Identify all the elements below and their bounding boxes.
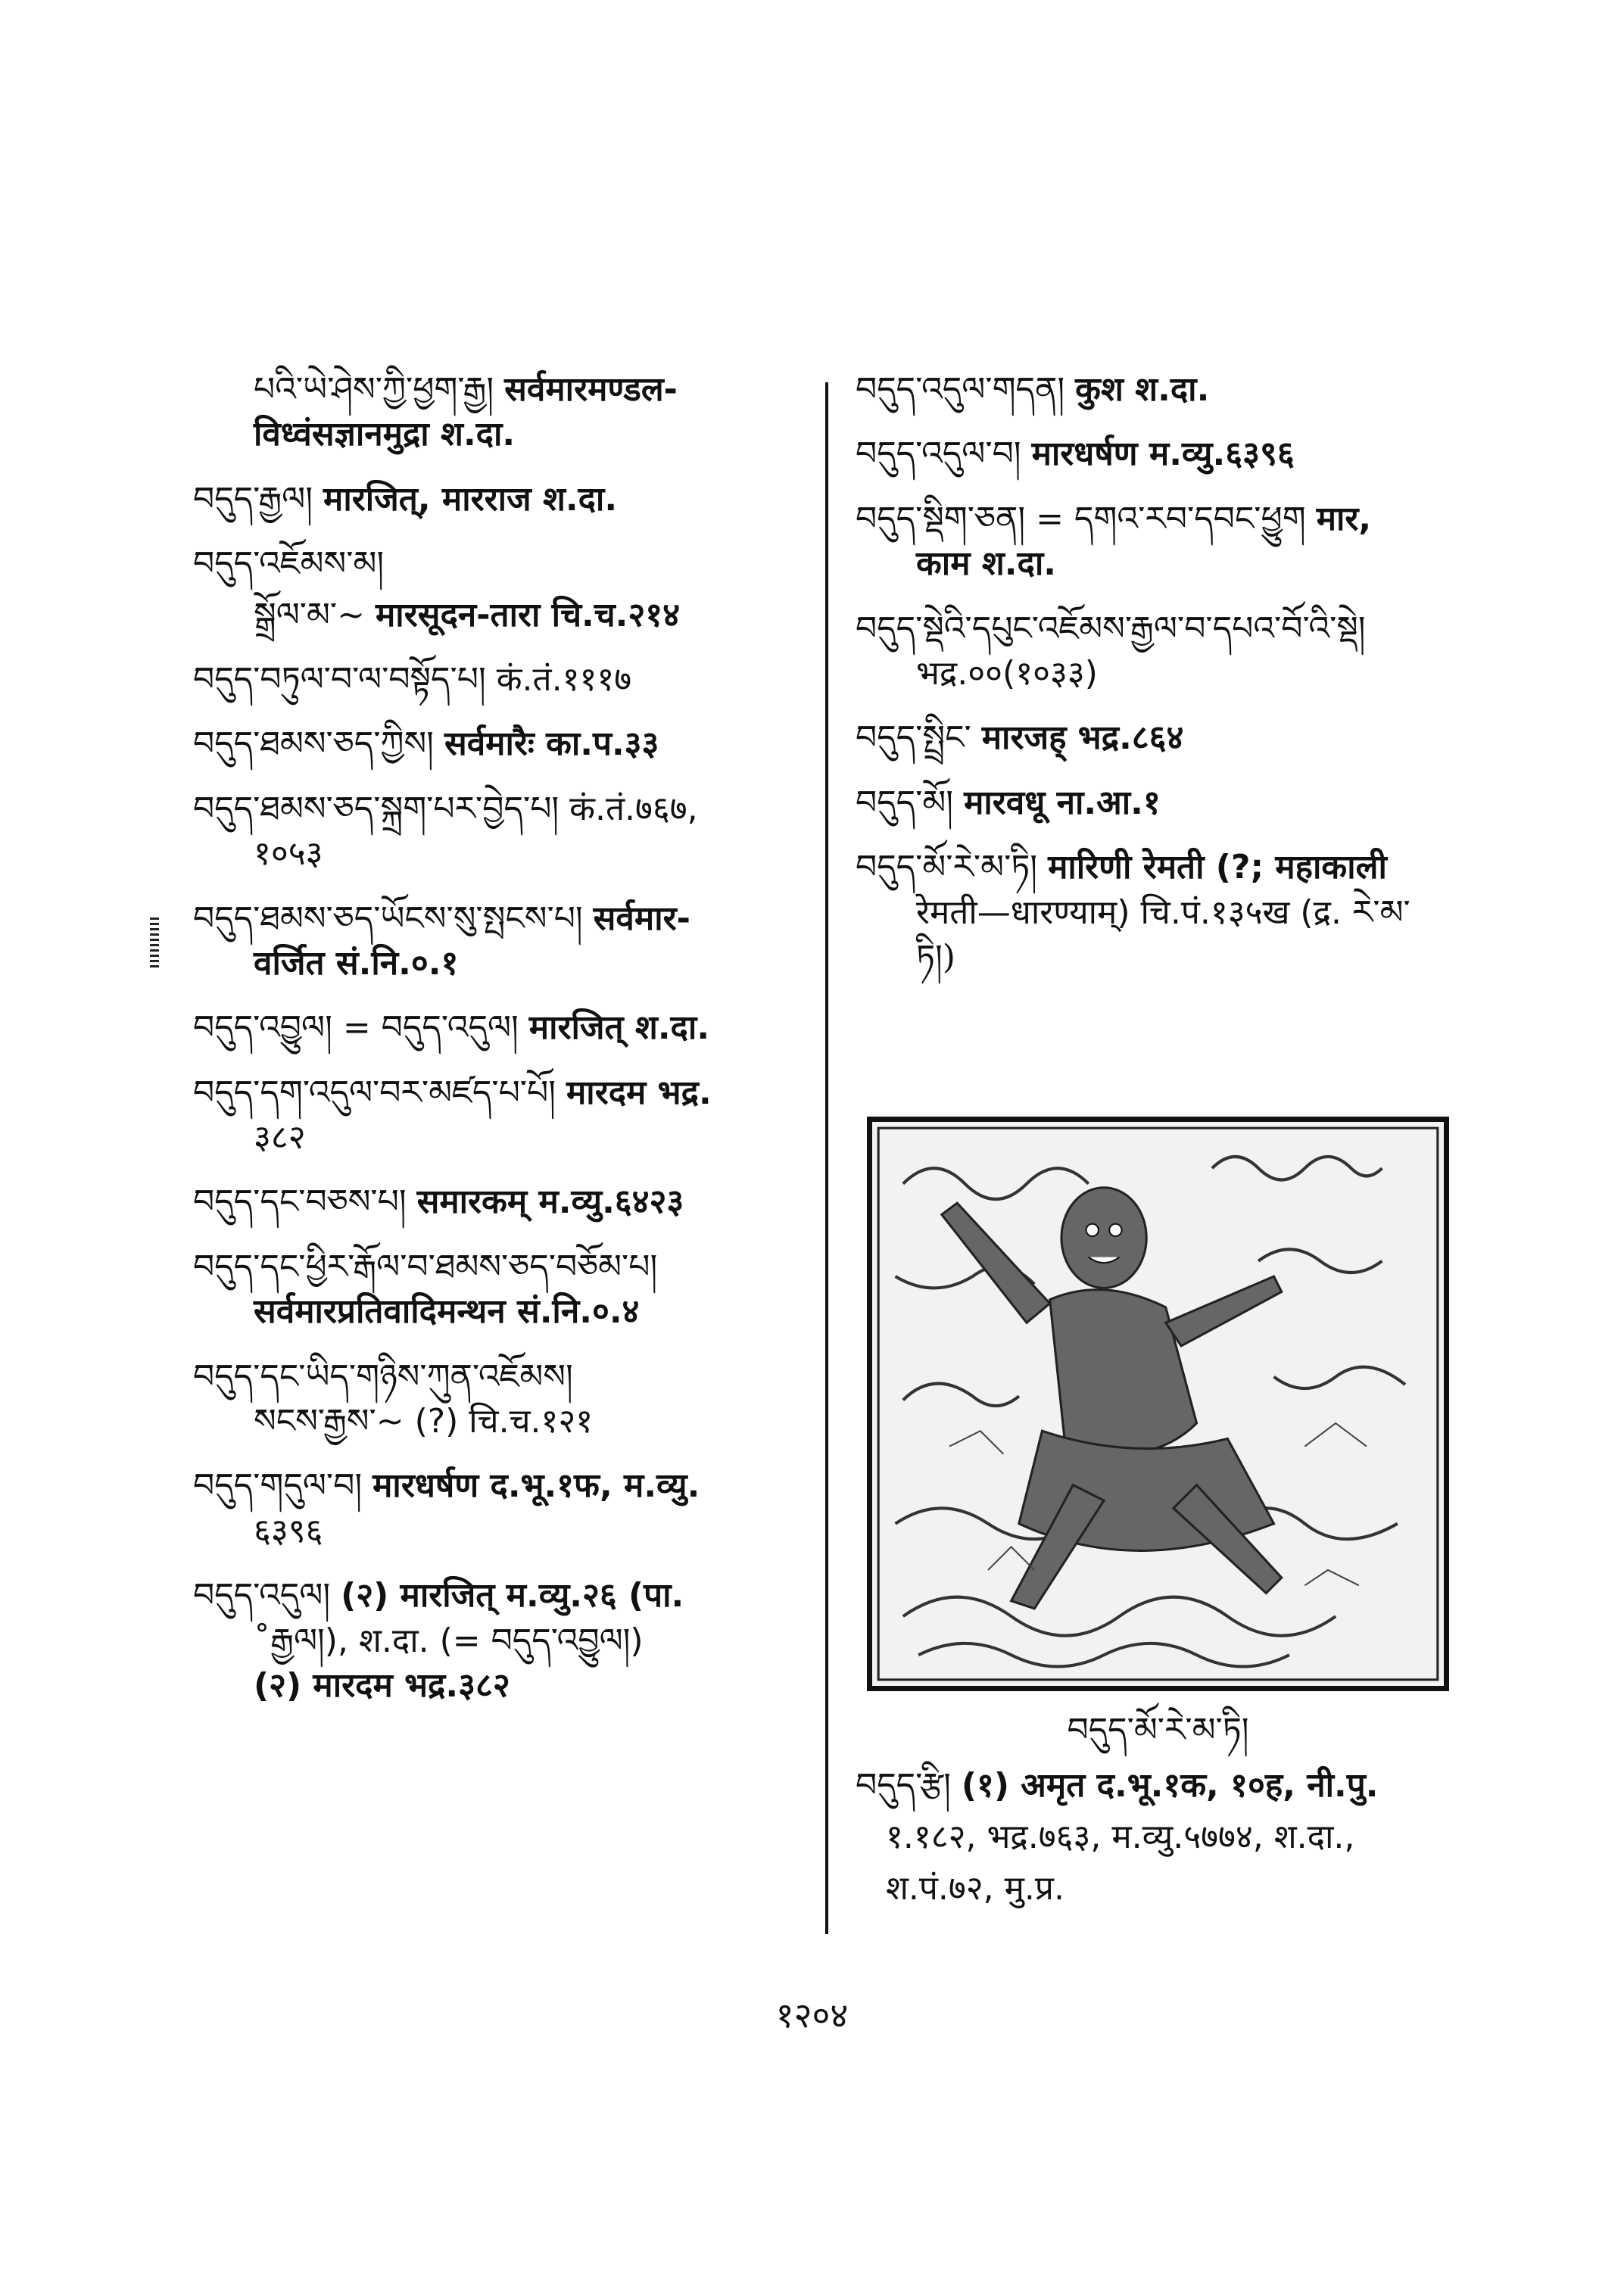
column-divider: [825, 382, 828, 1934]
sanskrit-definition: मारदम भद्र.: [566, 1073, 712, 1112]
dictionary-entry: [193, 541, 810, 586]
figure-caption: བདུད་མོ་རེ་མ་ཏི།: [1067, 1711, 1249, 1749]
sanskrit-definition: मारधर्षण म.व्यु.६३९६: [1031, 435, 1295, 474]
dictionary-entry: [856, 497, 1484, 587]
tibetan-term: བདུད་དང་བཅས་པ།: [193, 1182, 407, 1222]
tibetan-term: བདུད་སྡིག་ཅན། = དགའ་རབ་དབང་ཕྱུག: [856, 499, 1306, 538]
entry-continuation: श.पं.७२, मु.प्र.: [886, 1869, 1064, 1908]
tibetan-term: བདུད་འཇོམས་མ།: [193, 544, 385, 584]
dictionary-entry: [193, 593, 810, 637]
entry-continuation: ३८२: [254, 1118, 306, 1157]
sanskrit-definition: (१) अमृत द.भू.१क, १०ह, नी.पु.: [961, 1766, 1379, 1805]
dictionary-entry: [193, 721, 810, 766]
sanskrit-definition: सर्वमारैः का.प.३३: [444, 724, 659, 764]
sanskrit-definition: मारजित् श.दा.: [528, 1008, 710, 1048]
dictionary-entry: [193, 1005, 810, 1050]
dictionary-entry: [856, 606, 1484, 696]
sanskrit-definition: सर्वमारमण्डल-: [504, 370, 678, 409]
sanskrit-definition: (२) मारजित् म.व्यु.२६ (पा.: [341, 1576, 684, 1615]
tibetan-term: པའི་ཡེ་ཤེས་ཀྱི་ཕྱག་རྒྱ།: [254, 370, 494, 409]
dictionary-entry: [193, 477, 810, 522]
sanskrit-definition: मारिणी रेमती (?; महाकाली: [1048, 848, 1387, 887]
entry-continuation: སངས་རྒྱས་~ (?) चि.च.१२१: [254, 1402, 594, 1441]
tibetan-term: བདུད་མོ་རེ་མ་ཏི།: [856, 848, 1038, 887]
entry-continuation: ६३९६: [254, 1511, 323, 1550]
tibetan-term: བདུད་དང་ཕྱིར་རྒོལ་བ་ཐམས་ཅད་བཅོམ་པ།: [193, 1247, 658, 1286]
dictionary-entry: [856, 367, 1484, 412]
tibetan-term: བདུད་འབྱུལ། = བདུད་འདུལ།: [193, 1008, 519, 1048]
entry-continuation: काम श.दा.: [916, 544, 1056, 584]
entry-continuation: भद्र.००(१०३३): [916, 653, 1098, 693]
dictionary-entry: [856, 780, 1484, 825]
dictionary-entry: [193, 1179, 810, 1224]
entry-continuation: रेमती—धारण्याम्) चि.पं.१३५ख (द्र. རེ་མ་: [916, 893, 1410, 932]
sanskrit-definition: मारजह् भद्र.८६४: [981, 718, 1184, 758]
tibetan-term: བདུད་ཐམས་ཅད་ཀྱིས།: [193, 724, 434, 764]
entry-continuation: वर्जित सं.नि.०.१: [254, 943, 459, 983]
tibetan-term: བདུད་དང་ཡིད་གཉིས་ཀུན་འཇོམས།: [193, 1357, 573, 1396]
sanskrit-definition: मार,: [1316, 499, 1372, 538]
dictionary-entry: [193, 1070, 810, 1161]
sanskrit-definition: मारधर्षण द.भू.१फ, म.व्यु.: [372, 1466, 700, 1506]
entry-continuation: सर्वमारप्रतिवादिमन्थन सं.नि.०.४: [254, 1292, 640, 1332]
dictionary-entry: [193, 1463, 810, 1553]
right-column: [856, 367, 1484, 999]
deity-illustration: [867, 1117, 1449, 1691]
entry-continuation: विध्वंसज्ञानमुद्रा श.दा.: [254, 415, 516, 454]
entry-continuation: ཏི།): [916, 937, 955, 977]
entry-continuation: १.१८२, भद्र.७६३, म.व्यु.५७७४, श.दा.,: [886, 1818, 1355, 1857]
tibetan-term: སྒྲོལ་མ་~: [254, 595, 365, 634]
sanskrit-definition: मारजित्, मारराज श.दा.: [323, 479, 618, 519]
tibetan-term: བདུད་འདུལ།: [193, 1576, 331, 1615]
sanskrit-definition: मारसूदन-तारा चि.च.२१४: [376, 595, 681, 634]
dictionary-entry: [193, 657, 810, 702]
tibetan-term: བདུད་ཐམས་ཅད་ཡོངས་སུ་སྤངས་པ།: [193, 899, 583, 938]
sanskrit-definition: मारवधू ना.आ.१: [964, 783, 1161, 822]
dictionary-entry: [193, 367, 810, 457]
tibetan-term: བདུད་སྤྲིང་: [856, 718, 971, 758]
entry-continuation: १०५३: [254, 834, 323, 874]
tibetan-term: བདུད་གདུལ་བ།: [193, 1466, 363, 1506]
tibetan-term: བདུད་སྡེའི་དཔུང་འཇོམས་རྒྱལ་བ་དཔའ་བོ་འི་སྡེ།: [856, 609, 1366, 648]
tibetan-term: བདུད་ཐམས་ཅད་སྐྲག་པར་བྱེད་པ།: [193, 789, 560, 828]
woodblock-print-image: [872, 1122, 1444, 1686]
tibetan-term: བདུད་མོ།: [856, 783, 954, 822]
dictionary-entry: [856, 1760, 1484, 1915]
tibetan-term: བདུད་དག་འདུལ་བར་མཛད་པ་པོ།: [193, 1073, 556, 1112]
dictionary-entry: [193, 896, 810, 986]
tibetan-term: བདུད་འདུལ་གདན།: [856, 370, 1065, 409]
page-number: १२०४: [775, 1995, 849, 2036]
tibetan-term: བདུད་བཏུལ་བ་ལ་བསྟོད་པ།: [193, 659, 486, 699]
margin-mark: [150, 918, 159, 970]
sanskrit-definition: कुश श.दा.: [1075, 370, 1210, 409]
dictionary-entry: [193, 787, 810, 877]
dictionary-entry: [856, 715, 1484, 760]
entry-continuation: ˚རྒྱལ།), श.दा. (= བདུད་འབྱུལ།): [254, 1621, 644, 1660]
tibetan-term: བདུད་རྒྱལ།: [193, 479, 313, 519]
sanskrit-definition: समारकम् म.व्यु.६४२३: [416, 1182, 684, 1222]
sanskrit-definition: सर्वमार-: [593, 899, 690, 938]
dictionary-entry: [856, 431, 1484, 476]
entry-continuation: (२) मारदम भद्र.३८२: [254, 1665, 510, 1705]
reference: कं.तं.७६७,: [569, 789, 698, 828]
tibetan-term: བདུད་འདུལ་བ།: [856, 435, 1021, 474]
dictionary-entry: [193, 1245, 810, 1335]
dictionary-entry: [856, 845, 1484, 980]
dictionary-entry: [193, 1354, 810, 1444]
reference: कं.तं.१११७: [496, 659, 632, 699]
tibetan-term: བདུད་རྩི།: [856, 1766, 951, 1805]
left-column: [193, 367, 810, 1728]
dictionary-entry: [193, 1573, 810, 1708]
